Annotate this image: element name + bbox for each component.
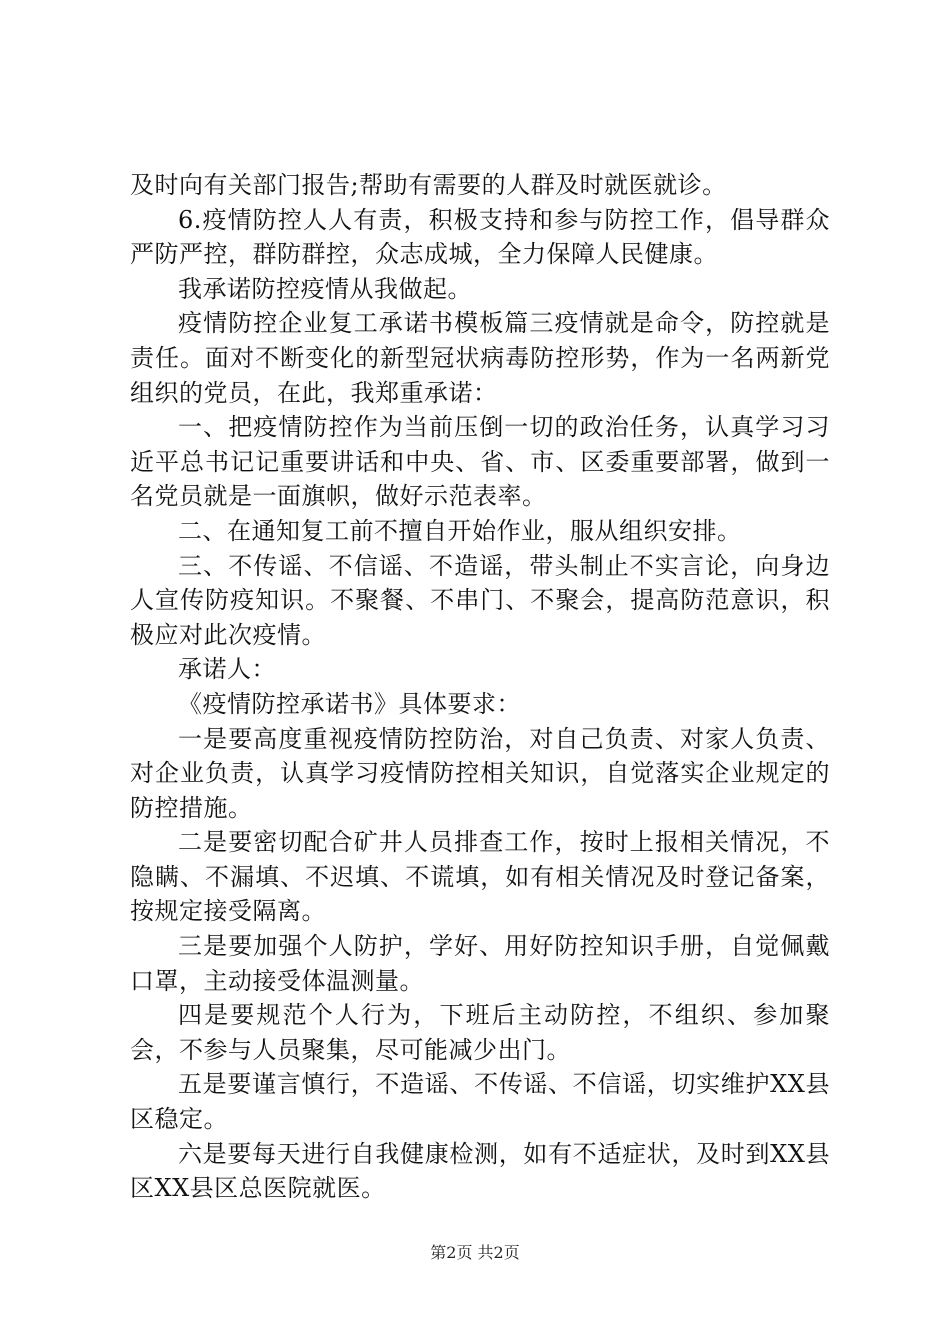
paragraph-pledge: 我承诺防控疫情从我做起。 — [178, 274, 472, 303]
paragraph-template-three-intro: 疫情防控企业复工承诺书模板篇三疫情就是命令，防控就是责任。面对不断变化的新型冠状病毒防控形势，作为一名两新党组织的党员，在此，我郑重承诺： — [130, 309, 830, 407]
paragraph-requirement-three: 三是要加强个人防护，学好、用好防控知识手册，自觉佩戴口罩，主动接受体温测量。 — [130, 932, 830, 995]
paragraph-pledge-one: 一、把疫情防控作为当前压倒一切的政治任务，认真学习习近平总书记记重要讲话和中央、省、市、区委重要部署，做到一名党员就是一面旗帜，做好示范表率。 — [130, 413, 830, 511]
paragraph-requirement-four: 四是要规范个人行为，下班后主动防控，不组织、参加聚会，不参与人员聚集，尽可能减少出门。 — [130, 1001, 830, 1064]
paragraph-item-6: 6.疫情防控人人有责，积极支持和参与防控工作，倡导群众严防严控，群防群控，众志成城，全力保障人民健康。 — [130, 205, 830, 269]
paragraph-requirement-two: 二是要密切配合矿井人员排查工作，按时上报相关情况，不隐瞒、不漏填、不迟填、不谎填，如有相关情况及时登记备案，按规定接受隔离。 — [130, 828, 830, 926]
paragraph-requirement-six: 六是要每天进行自我健康检测，如有不适症状，及时到XX县区XX县区总医院就医。 — [130, 1139, 830, 1203]
document-body — [130, 168, 830, 1206]
page-footer — [0, 1242, 950, 1264]
paragraph-pledge-two: 二、在通知复工前不擅自开始作业，服从组织安排。 — [178, 516, 742, 545]
paragraph-requirement-one: 一是要高度重视疫情防控防治，对自己负责、对家人负责、对企业负责，认真学习疫情防控相关知识，自觉落实企业规定的防控措施。 — [130, 724, 830, 822]
paragraph-requirements-heading: 《疫情防控承诺书》具体要求： — [178, 689, 521, 718]
page-number: 第2页 共2页 — [430, 1243, 520, 1262]
paragraph-signatory: 承诺人： — [178, 655, 276, 684]
paragraph-requirement-five: 五是要谨言慎行，不造谣、不传谣、不信谣，切实维护XX县区稳定。 — [130, 1070, 830, 1134]
paragraph-continuation: 及时向有关部门报告;帮助有需要的人群及时就医就诊。 — [130, 171, 727, 199]
paragraph-pledge-three: 三、不传谣、不信谣、不造谣，带头制止不实言论，向身边人宣传防疫知识。不聚餐、不串门、不聚会，提高防范意识，积极应对此次疫情。 — [130, 551, 830, 649]
